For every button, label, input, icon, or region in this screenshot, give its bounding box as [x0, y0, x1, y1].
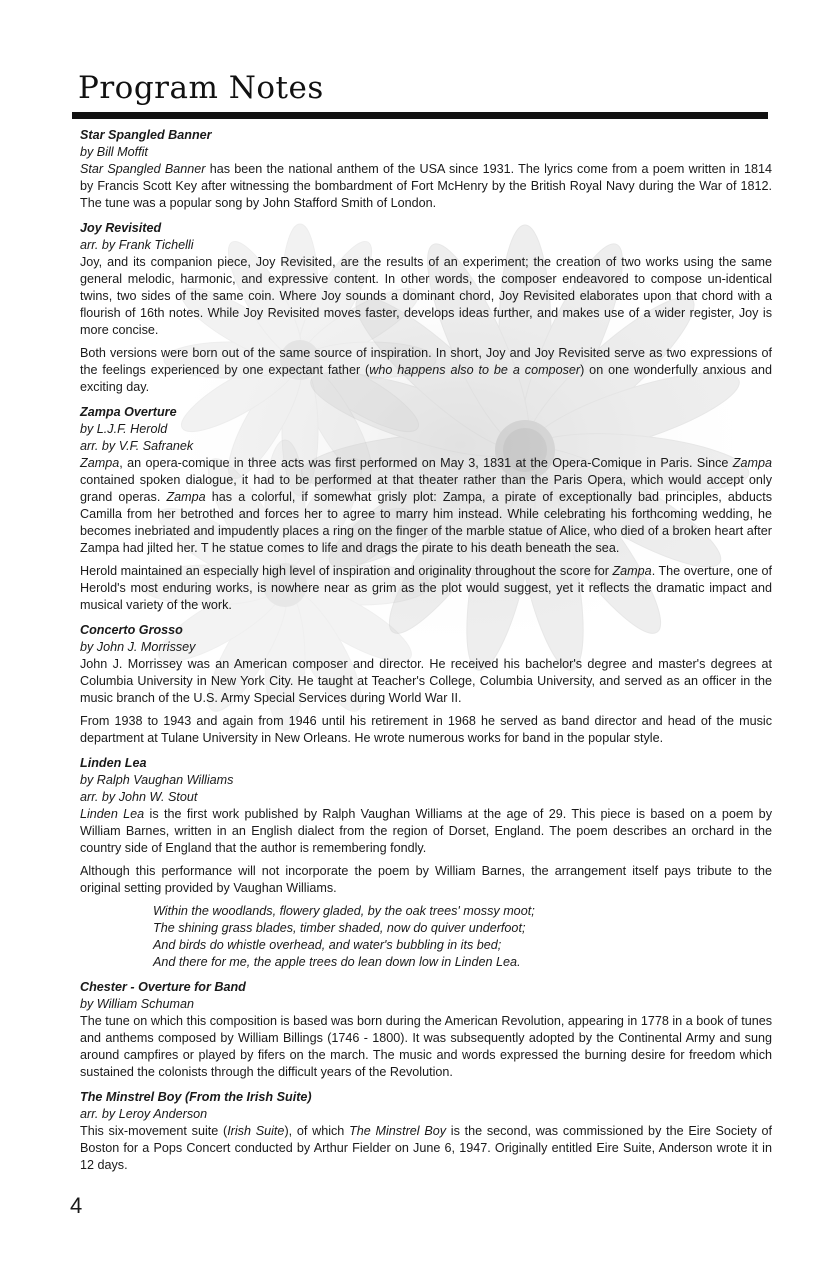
text-run: is the second, was commissioned by the Eire Society of Boston for a Pops Concert conducted by Arthur Fielder on June 6, 1947. Originally entitled Eire Suite, Anderson wrote it in 12 days. [80, 1124, 773, 1172]
piece-chester-overture-for-band [80, 979, 772, 1081]
piece-joy-revisited [80, 220, 772, 396]
text-run: Joy, and its companion piece, Joy Revisited, are the results of an experiment; the creation of two works using the same general melodic, harmonic, and expressive content. In other words, the composer endeavored to compose un-identical twins, two sides of the same coin. Where Joy sounds a dominant chord, Joy Revisited elaborates upon that chord with a flourish of 16th notes. While Joy Revisited moves faster, develops ideas further, and makes use of a wider register, Joy is more concise. [80, 255, 772, 337]
text-run: From 1938 to 1943 and again from 1946 until his retirement in 1968 he served as band director and head of the music department at Tulane University in New Orleans. He wrote numerous works for band in the popular style. [80, 714, 772, 745]
piece-credit: by Ralph Vaughan Williams [80, 773, 234, 787]
note-paragraph [80, 806, 772, 857]
piece-title: Concerto Grosso [80, 623, 183, 637]
text-run: has been the national anthem of the USA since 1931. The lyrics come from a poem written in 1814 by Francis Scott Key after witnessing the bombardment of Fort McHenry by the British Royal Navy during the War of 1812. The tune was a popular song by John Stafford Smith of London. [80, 162, 772, 210]
text-run: has a colorful, if somewhat grisly plot: Zampa, a pirate of exceptionally bad principles, abducts Camilla from her betrothed and forces her to agree to marry him instead. While celebrating his forthcoming wedding, he becomes inebriated and impudently places a ring on the finger of the marble statue of Alice, who died of a broken heart after Zampa had jilted her. T he statue comes to life and drags the pirate to his death beneath the sea. [80, 490, 772, 555]
piece-title: The Minstrel Boy (From the Irish Suite) [80, 1090, 312, 1104]
text-run: , an opera-comique in three acts was first performed on May 3, 1831 at the Opera-Comique in Paris. Since [119, 456, 733, 470]
text-run: ) on one wonderfully anxious and exciting day. [80, 363, 772, 394]
italic-run: Star Spangled Banner [80, 162, 206, 176]
text-run: . The overture, one of Herold's most enduring works, is nowhere near as grim as the plot would suggest, yet it reflects the dramatic impact and musical variety of the work. [80, 564, 772, 612]
poem-line: Within the woodlands, flowery gladed, by the oak trees' mossy moot; [153, 904, 535, 918]
piece-credit: by William Schuman [80, 997, 194, 1011]
italic-run: Linden Lea [80, 807, 145, 821]
italic-run: Zampa [612, 564, 652, 578]
piece-concerto-grosso [80, 622, 772, 747]
piece-zampa-overture [80, 404, 772, 614]
piece-credit: by L.J.F. Herold [80, 422, 168, 436]
piece-title: Joy Revisited [80, 221, 162, 235]
poem-excerpt [153, 903, 772, 971]
title-rule [72, 112, 768, 119]
piece-title: Star Spangled Banner [80, 128, 212, 142]
piece-credit: by Bill Moffit [80, 145, 148, 159]
note-paragraph [80, 254, 772, 339]
note-paragraph [80, 563, 772, 614]
piece-title: Zampa Overture [80, 405, 177, 419]
italic-run: Irish Suite [227, 1124, 285, 1138]
piece-credit: arr. by John W. Stout [80, 790, 198, 804]
piece-title: Chester - Overture for Band [80, 980, 246, 994]
text-run: The tune on which this composition is based was born during the American Revolution, appearing in 1778 in a book of tunes and anthems composed by William Billings (1746 - 1800). It was subsequently adopted by the Continental Army and sung around campfires or played by fifers on the march. The music and words expressed the burning desire for freedom which sustained the colonists through the difficult years of the Revolution. [80, 1014, 772, 1079]
note-paragraph [80, 455, 772, 557]
piece-the-minstrel-boy-from-the-irish-suite [80, 1089, 772, 1174]
text-run: ), of which [284, 1124, 350, 1138]
note-paragraph [80, 713, 772, 747]
page-title: Program Notes [78, 70, 324, 106]
italic-run: Zampa [80, 456, 120, 470]
text-run: This six-movement suite ( [80, 1124, 228, 1138]
text-run: contained spoken dialogue, it had to be performed at that theater rather than the Paris Opera, which would accept only grand operas. [80, 473, 772, 504]
program-notes [80, 127, 772, 1182]
piece-credit: arr. by V.F. Safranek [80, 439, 194, 453]
piece-star-spangled-banner [80, 127, 772, 212]
piece-credit: arr. by Frank Tichelli [80, 238, 194, 252]
text-run: is the first work published by Ralph Vaughan Williams at the age of 29. This piece is based on a poem by William Barnes, written in an English dialect from the region of Dorset, England. The poem describes an orchard in the country side of England that the author is remembering fondly. [80, 807, 772, 855]
italic-run: The Minstrel Boy [349, 1124, 447, 1138]
italic-run: Zampa [166, 490, 206, 504]
piece-title: Linden Lea [80, 756, 147, 770]
text-run: Both versions were born out of the same source of inspiration. In short, Joy and Joy Revisited serve as two expressions of the feelings experienced by one expectant father ( [80, 346, 772, 377]
note-paragraph [80, 161, 772, 212]
note-paragraph [80, 1013, 772, 1081]
poem-line: And there for me, the apple trees do lean down low in Linden Lea. [153, 955, 521, 969]
text-run: Herold maintained an especially high level of inspiration and originality throughout the score for [80, 564, 613, 578]
piece-credit: arr. by Leroy Anderson [80, 1107, 208, 1121]
text-run: John J. Morrissey was an American composer and director. He received his bachelor's degree and master's degrees at Columbia University in New York City. He taught at Teacher's College, Columbia University, and served as an officer in the music branch of the U.S. Army Special Services during World War II. [80, 657, 772, 705]
piece-credit: by John J. Morrissey [80, 640, 196, 654]
page-number: 4 [70, 1193, 83, 1218]
italic-run: who happens also to be a composer [369, 363, 581, 377]
text-run: Although this performance will not incorporate the poem by William Barnes, the arrangement itself pays tribute to the original setting provided by Vaughan Williams. [80, 864, 772, 895]
note-paragraph [80, 345, 772, 396]
poem-line: The shining grass blades, timber shaded, now do quiver underfoot; [153, 921, 526, 935]
note-paragraph [80, 863, 772, 897]
note-paragraph [80, 1123, 772, 1174]
piece-linden-lea [80, 755, 772, 971]
note-paragraph [80, 656, 772, 707]
poem-line: And birds do whistle overhead, and water's bubbling in its bed; [153, 938, 502, 952]
italic-run: Zampa [732, 456, 772, 470]
